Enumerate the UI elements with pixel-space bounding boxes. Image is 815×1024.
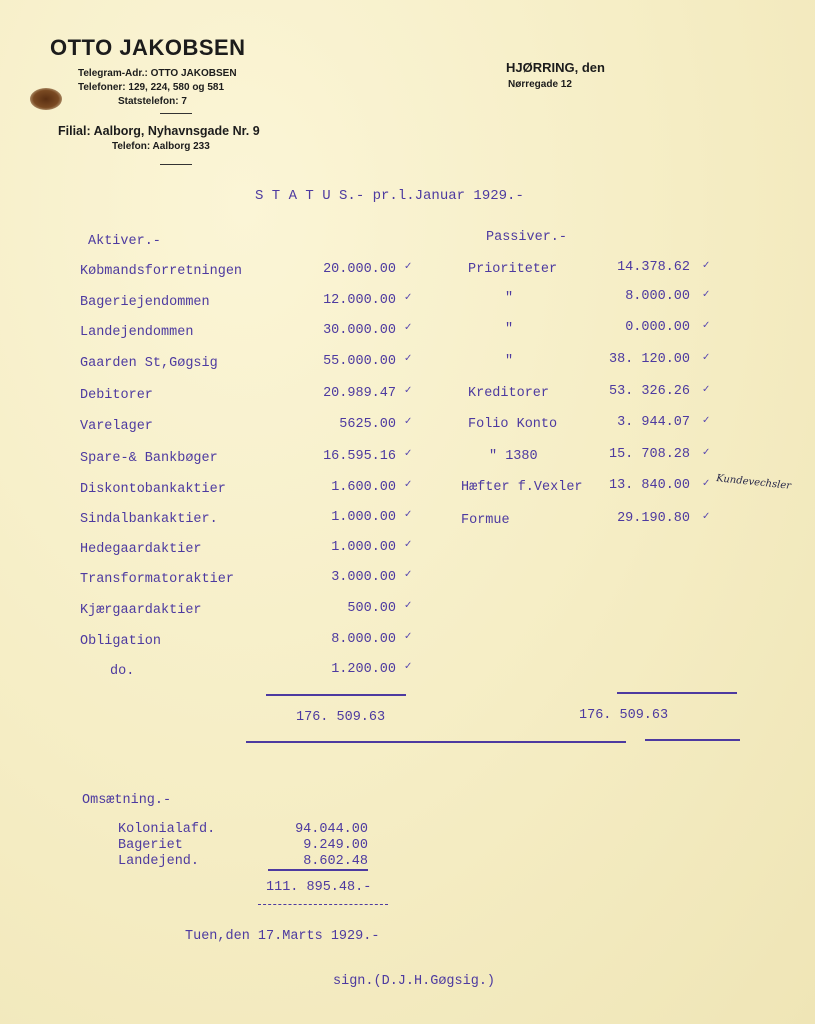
letterhead-divider-2 xyxy=(160,164,192,165)
asset-label: Købmandsforretningen xyxy=(80,264,243,279)
branch-phone: Telefon: Aalborg 233 xyxy=(112,141,210,152)
asset-amount: 20.989.47 xyxy=(323,386,396,401)
asset-label: Gaarden St,Gøgsig xyxy=(80,356,218,371)
liability-amount: 29.190.80 xyxy=(617,511,690,526)
ink-stain xyxy=(30,88,62,110)
check-mark: ✓ xyxy=(404,261,413,272)
liability-amount: 14.378.62 xyxy=(617,260,690,275)
check-mark: ✓ xyxy=(404,509,413,520)
liability-label: " xyxy=(505,291,514,306)
check-mark: ✓ xyxy=(702,415,711,426)
liability-amount: 38. 120.00 xyxy=(608,352,690,367)
asset-amount: 55.000.00 xyxy=(323,354,396,369)
liability-label: " 1380 xyxy=(489,449,538,464)
asset-label: Sindalbankaktier. xyxy=(80,512,218,527)
liability-amount: 53. 326.26 xyxy=(608,384,690,399)
check-mark: ✓ xyxy=(404,661,413,672)
turnover-amount: 94.044.00 xyxy=(295,822,368,837)
asset-amount: 12.000.00 xyxy=(323,293,396,308)
check-mark: ✓ xyxy=(404,353,413,364)
check-mark: ✓ xyxy=(404,631,413,642)
asset-label: Debitorer xyxy=(80,388,153,403)
check-mark: ✓ xyxy=(702,260,711,271)
turnover-label: Bageriet xyxy=(118,838,183,853)
check-mark: ✓ xyxy=(702,289,711,300)
check-mark: ✓ xyxy=(404,539,413,550)
status-title: S T A T U S.- pr.l.Januar 1929.- xyxy=(255,188,524,204)
turnover-label: Landejend. xyxy=(118,854,200,869)
check-mark: ✓ xyxy=(404,322,413,333)
liability-label: Hæfter f.Vexler xyxy=(461,480,583,495)
liability-amount: 0.000.00 xyxy=(625,320,690,335)
state-phone: Statstelefon: 7 xyxy=(118,96,187,107)
letterhead-divider xyxy=(160,113,192,114)
turnover-amount: 9.249.00 xyxy=(303,838,368,853)
turnover-dashed-rule xyxy=(258,904,388,905)
asset-label: Bageriejendommen xyxy=(80,295,210,310)
asset-label: Varelager xyxy=(80,419,153,434)
check-mark: ✓ xyxy=(404,479,413,490)
liability-label: Folio Konto xyxy=(468,417,558,432)
check-mark: ✓ xyxy=(404,569,413,580)
asset-label: do. xyxy=(110,664,135,679)
asset-amount: 30.000.00 xyxy=(323,323,396,338)
check-mark: ✓ xyxy=(404,448,413,459)
signature-line: sign.(D.J.H.Gøgsig.) xyxy=(333,974,496,989)
check-mark: ✓ xyxy=(404,600,413,611)
asset-amount: 16.595.16 xyxy=(323,449,396,464)
liability-label: Formue xyxy=(461,513,510,528)
liability-amount: 15. 708.28 xyxy=(608,447,690,462)
check-mark: ✓ xyxy=(702,320,711,331)
asset-amount: 20.000.00 xyxy=(323,262,396,277)
city-date-line: HJØRRING, den xyxy=(506,60,605,75)
company-name: OTTO JAKOBSEN xyxy=(50,35,246,60)
turnover-total: 111. 895.48.- xyxy=(266,880,372,895)
turnover-label: Kolonialafd. xyxy=(118,822,216,837)
place-date: Tuen,den 17.Marts 1929.- xyxy=(185,929,380,944)
asset-amount: 3.000.00 xyxy=(331,570,396,585)
asset-label: Landejendommen xyxy=(80,325,194,340)
turnover-rule xyxy=(268,869,368,871)
phone-numbers: Telefoner: 129, 224, 580 og 581 xyxy=(78,82,225,93)
asset-amount: 1.200.00 xyxy=(331,662,396,677)
liabilities-total: 176. 509.63 xyxy=(579,708,669,723)
asset-label: Obligation xyxy=(80,634,162,649)
liabilities-heading: Passiver.- xyxy=(486,230,568,245)
asset-amount: 8.000.00 xyxy=(331,632,396,647)
liability-label: Prioriteter xyxy=(468,262,558,277)
turnover-amount: 8.602.48 xyxy=(303,854,368,869)
asset-label: Kjærgaardaktier xyxy=(80,603,202,618)
check-mark: ✓ xyxy=(702,478,711,489)
liabilities-total-rule xyxy=(617,692,737,694)
check-mark: ✓ xyxy=(404,292,413,303)
asset-label: Transformatoraktier xyxy=(80,572,234,587)
liability-amount: 13. 840.00 xyxy=(608,478,690,493)
asset-label: Spare-& Bankbøger xyxy=(80,451,218,466)
branch-address: Filial: Aalborg, Nyhavnsgade Nr. 9 xyxy=(58,124,260,138)
check-mark: ✓ xyxy=(702,352,711,363)
liability-amount: 8.000.00 xyxy=(625,289,690,304)
street-address: Nørregade 12 xyxy=(508,79,572,90)
double-rule-right xyxy=(645,739,740,741)
handwritten-note: Kundevechsler xyxy=(715,473,792,492)
asset-amount: 5625.00 xyxy=(339,417,396,432)
double-rule-left xyxy=(246,741,626,743)
telegram-address: Telegram-Adr.: OTTO JAKOBSEN xyxy=(78,68,237,79)
asset-amount: 500.00 xyxy=(347,601,396,616)
asset-label: Hedegaardaktier xyxy=(80,542,202,557)
liability-label: " xyxy=(505,322,514,337)
assets-total-rule xyxy=(266,694,406,696)
check-mark: ✓ xyxy=(702,447,711,458)
liability-label: " xyxy=(505,354,514,369)
liability-amount: 3. 944.07 xyxy=(617,415,690,430)
assets-total: 176. 509.63 xyxy=(296,710,386,725)
asset-amount: 1.000.00 xyxy=(331,510,396,525)
assets-heading: Aktiver.- xyxy=(88,234,161,249)
check-mark: ✓ xyxy=(702,384,711,395)
asset-amount: 1.600.00 xyxy=(331,480,396,495)
liability-label: Kreditorer xyxy=(468,386,550,401)
check-mark: ✓ xyxy=(404,385,413,396)
asset-amount: 1.000.00 xyxy=(331,540,396,555)
turnover-heading: Omsætning.- xyxy=(82,793,172,808)
check-mark: ✓ xyxy=(404,416,413,427)
check-mark: ✓ xyxy=(702,511,711,522)
asset-label: Diskontobankaktier xyxy=(80,482,226,497)
